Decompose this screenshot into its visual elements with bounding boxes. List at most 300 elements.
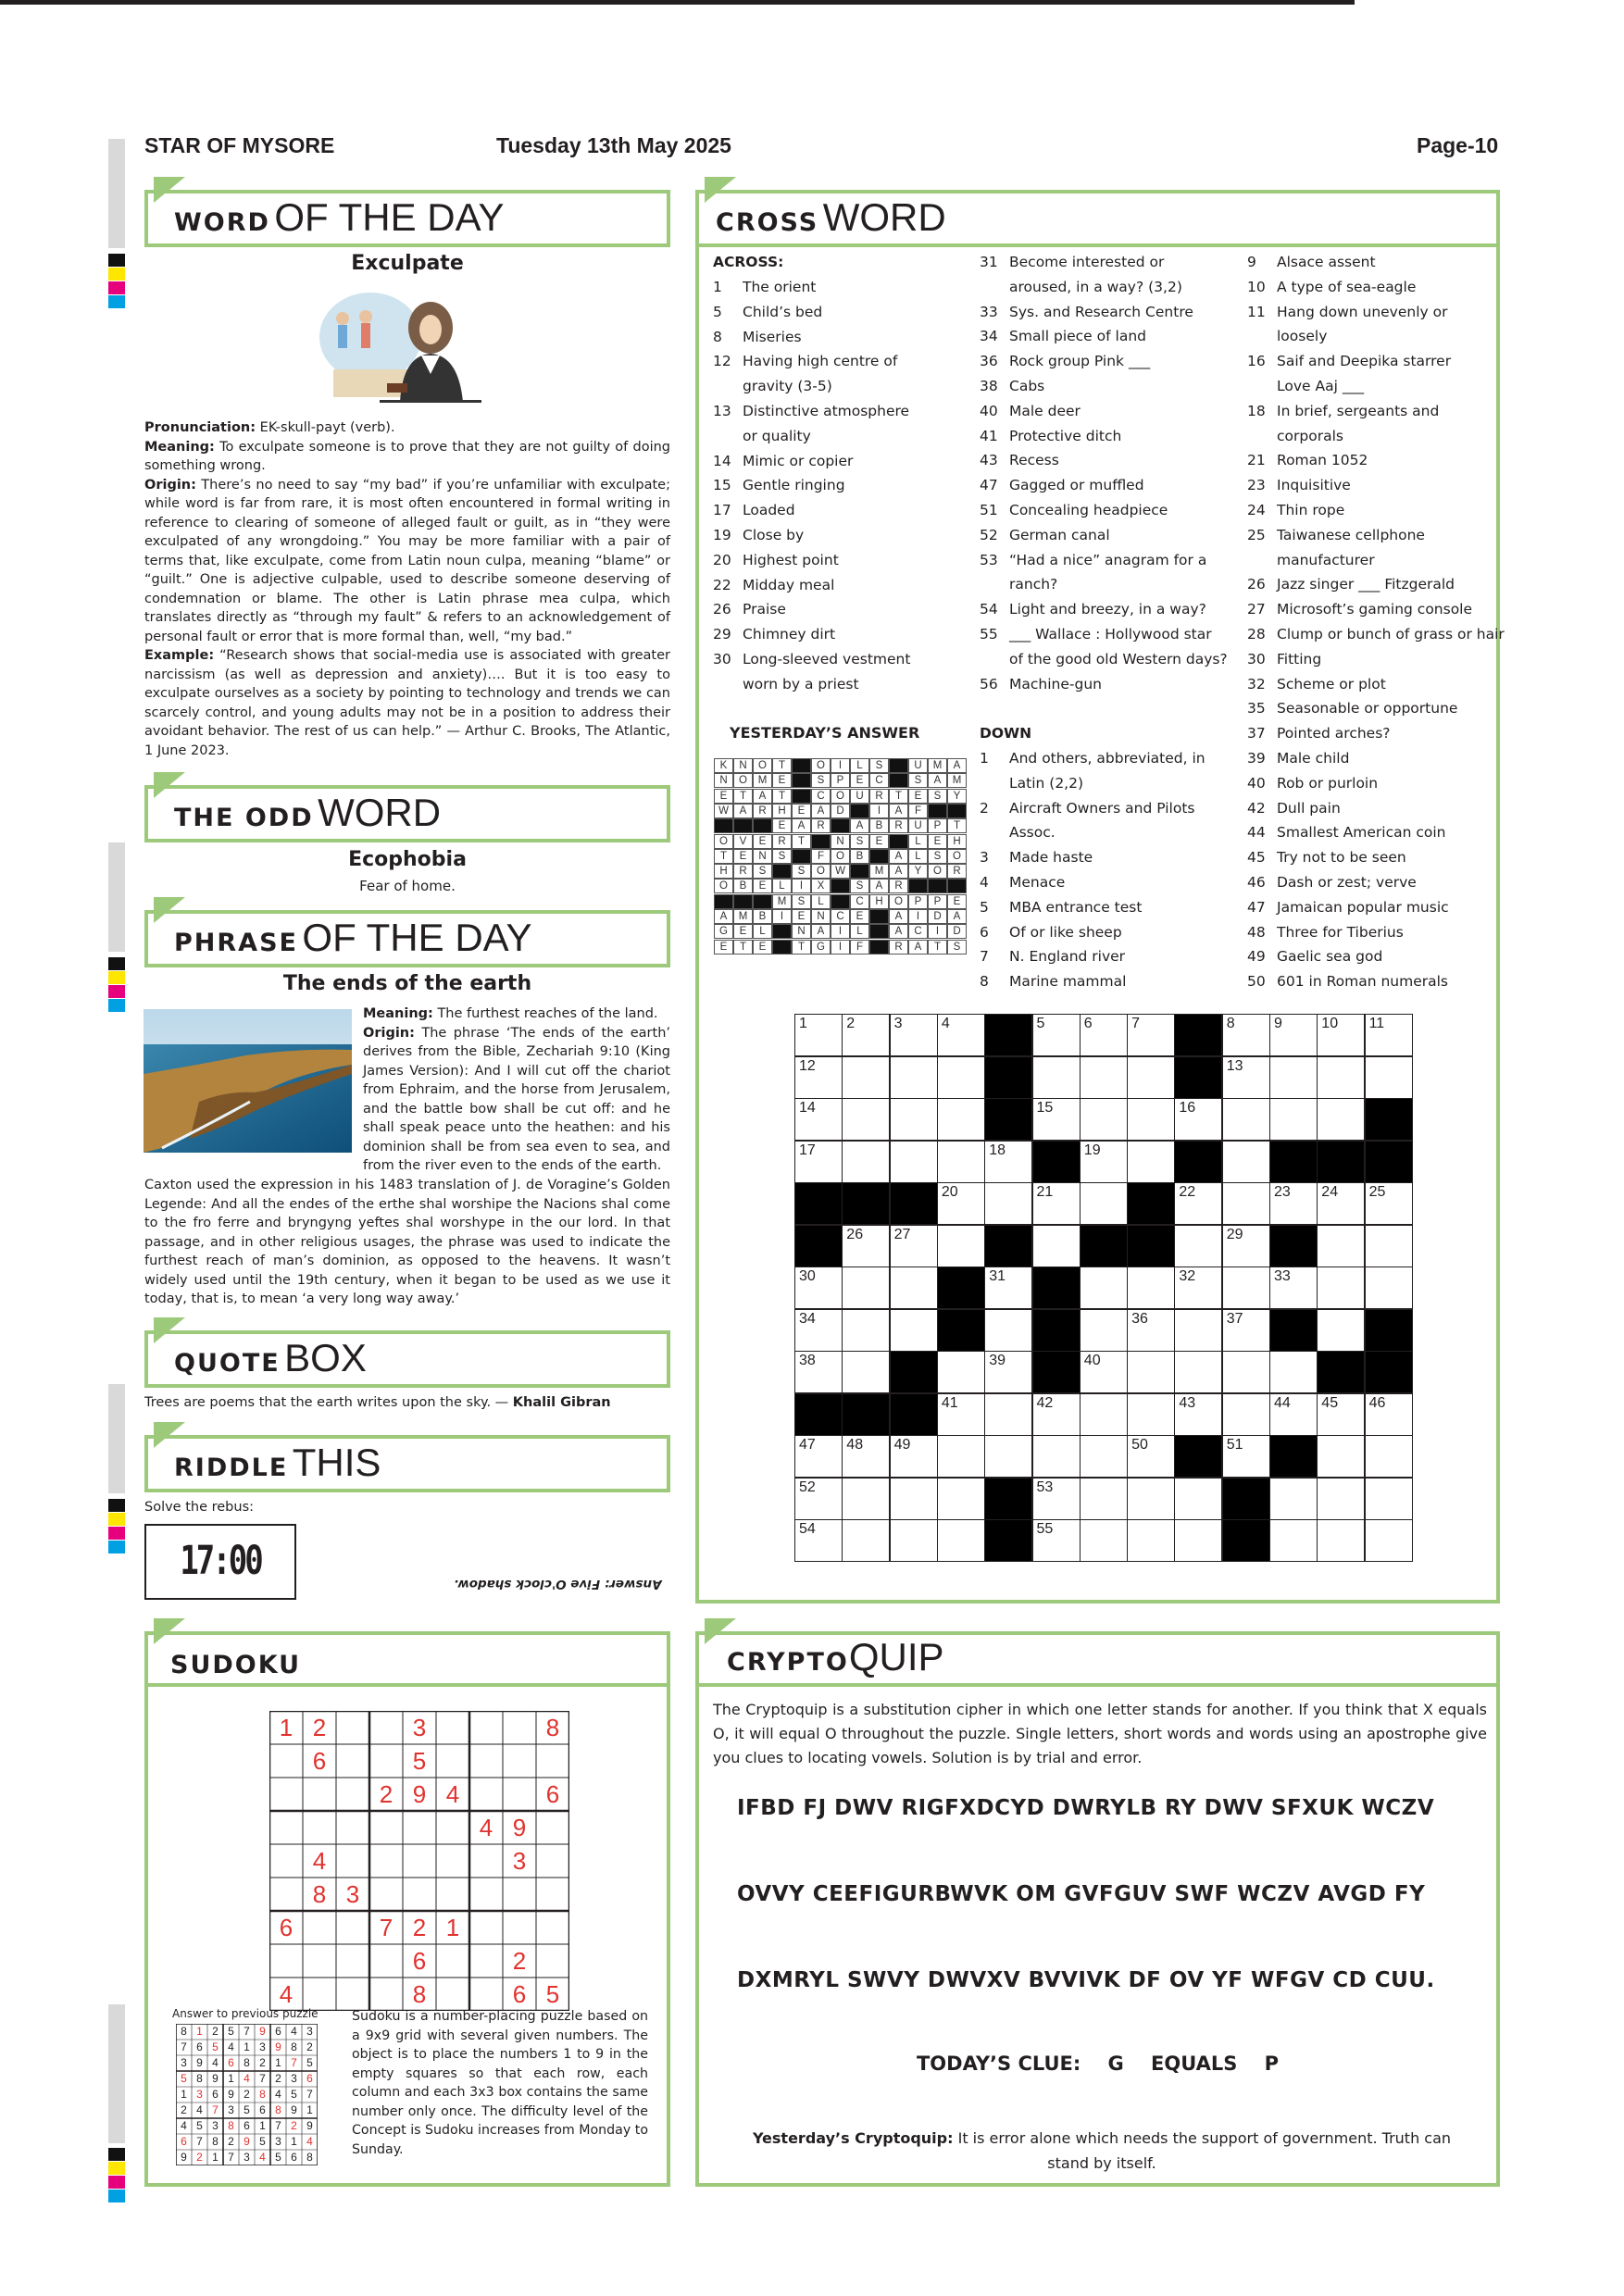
- crossword-cell[interactable]: [1317, 1519, 1365, 1562]
- yesterday-cell: [869, 909, 889, 924]
- yesterday-cell: H: [714, 864, 733, 879]
- crossword-cell[interactable]: [1127, 1056, 1175, 1099]
- crossword-cell[interactable]: [1222, 1309, 1270, 1352]
- crossword-cell[interactable]: [1222, 1098, 1270, 1141]
- sudoku-cell[interactable]: [469, 1878, 503, 1911]
- clue-number: 1: [713, 279, 722, 295]
- crossword-cell[interactable]: [890, 1056, 938, 1099]
- odd-word-meaning: Fear of home.: [359, 878, 456, 894]
- crossword-cell[interactable]: [1127, 1014, 1175, 1056]
- crossword-cell[interactable]: [842, 1014, 890, 1056]
- crossword-cell[interactable]: [937, 1225, 985, 1267]
- crossword-cell[interactable]: [890, 1098, 938, 1141]
- clue-item: 21 Roman 1052: [1247, 448, 1505, 473]
- cell-number: 53: [1036, 1479, 1054, 1495]
- sudoku-cell[interactable]: [303, 1778, 336, 1811]
- clue-number: 32: [1247, 675, 1266, 693]
- yesterday-cell: R: [947, 864, 967, 879]
- crossword-cell[interactable]: [1317, 1478, 1365, 1520]
- down-clues-col3: [1247, 250, 1505, 994]
- yesterday-cell: O: [831, 849, 850, 864]
- crossword-cell[interactable]: [1222, 1351, 1270, 1393]
- crossword-cell[interactable]: [842, 1267, 890, 1309]
- crossword-cell[interactable]: [1269, 1098, 1318, 1141]
- clue-number: 12: [713, 353, 731, 370]
- crossword-cell[interactable]: [842, 1098, 890, 1141]
- sudoku-cell[interactable]: [536, 1911, 569, 1944]
- clue-item: 10 A type of sea-eagle: [1247, 275, 1505, 300]
- crossword-cell[interactable]: [1174, 1098, 1222, 1141]
- yesterday-cell: R: [889, 879, 908, 893]
- crossword-cell[interactable]: [1174, 1519, 1222, 1562]
- clue-item: worn by a priest: [743, 675, 859, 693]
- sudoku-cell[interactable]: [269, 1778, 303, 1811]
- crossword-cell[interactable]: [1127, 1141, 1175, 1183]
- crossword-cell[interactable]: [1269, 1014, 1318, 1056]
- yesterday-cell: [947, 879, 967, 893]
- crossword-cell[interactable]: [890, 1309, 938, 1352]
- clue-item: aroused, in a way? (3,2): [1009, 278, 1182, 295]
- crossword-cell[interactable]: [794, 1056, 843, 1099]
- crossword-cell[interactable]: [984, 1141, 1032, 1183]
- crossword-cell[interactable]: [937, 1056, 985, 1099]
- crossword-cell[interactable]: [890, 1267, 938, 1309]
- sudoku-cell[interactable]: [469, 1944, 503, 1978]
- yesterday-cell: [850, 804, 869, 818]
- sudoku-cell[interactable]: [269, 1811, 303, 1844]
- clue-item: 36 Rock group Pink ___: [980, 349, 1228, 374]
- crossword-cell[interactable]: [1222, 1225, 1270, 1267]
- clue-item: 1 The orient: [713, 275, 910, 300]
- clue-number: 34: [980, 328, 998, 345]
- sudoku-cell[interactable]: [536, 1844, 569, 1878]
- yesterday-cell: [811, 834, 831, 849]
- sudoku-cell[interactable]: [269, 1844, 303, 1878]
- crossword-cell[interactable]: [1269, 1182, 1318, 1225]
- sudoku-cell: 9: [412, 1780, 427, 1808]
- crossword-cell[interactable]: [1080, 1141, 1128, 1183]
- cell-number: 16: [1179, 1100, 1196, 1116]
- crossword-cell[interactable]: [794, 1098, 843, 1141]
- previous-sudoku-cell: 6: [259, 2103, 266, 2116]
- section-title-small: RIDDLE: [174, 1454, 289, 1482]
- sudoku-cell[interactable]: [269, 1944, 303, 1978]
- yesterday-cell: A: [753, 789, 772, 804]
- crossword-cell[interactable]: [842, 1141, 890, 1183]
- previous-sudoku-cell: 3: [306, 2025, 313, 2038]
- crossword-cell[interactable]: [1269, 1351, 1318, 1393]
- crossword-cell: [1269, 1309, 1318, 1352]
- crossword-cell[interactable]: [1127, 1309, 1175, 1352]
- sudoku-cell[interactable]: [369, 1878, 403, 1911]
- clue-item: 47 Gagged or muffled: [980, 473, 1228, 498]
- previous-sudoku-cell: 7: [259, 2072, 266, 2085]
- clue-item: 14 Mimic or copier: [713, 449, 910, 474]
- previous-sudoku-cell: 3: [228, 2103, 234, 2116]
- crossword-cell[interactable]: [1174, 1351, 1222, 1393]
- sudoku-cell[interactable]: [369, 1711, 403, 1744]
- crossword-cell[interactable]: [1174, 1267, 1222, 1309]
- crossword-cell[interactable]: [1222, 1141, 1270, 1183]
- yesterday-cell: S: [928, 789, 947, 804]
- crossword-cell[interactable]: [937, 1141, 985, 1183]
- crossword-cell[interactable]: [1127, 1098, 1175, 1141]
- yesterday-cell: [869, 924, 889, 939]
- sudoku-cell[interactable]: [503, 1744, 536, 1778]
- sudoku-cell: 5: [545, 1980, 560, 2008]
- crossword-cell[interactable]: [1222, 1267, 1270, 1309]
- sudoku-cell[interactable]: [503, 1911, 536, 1944]
- crossword-cell[interactable]: [1080, 1014, 1128, 1056]
- crossword-cell[interactable]: [984, 1435, 1032, 1478]
- sudoku-cell[interactable]: [369, 1978, 403, 2011]
- clue-item: Love Aaj ___: [1277, 377, 1365, 394]
- sudoku-cell[interactable]: [269, 1744, 303, 1778]
- crossword-cell[interactable]: [794, 1435, 843, 1478]
- sudoku-cell[interactable]: [436, 1844, 469, 1878]
- yesterday-cell: O: [928, 864, 947, 879]
- crossword-cell[interactable]: [842, 1225, 890, 1267]
- crossword-cell[interactable]: [937, 1435, 985, 1478]
- crossword-cell[interactable]: [1317, 1182, 1365, 1225]
- crossword-cell[interactable]: [1080, 1056, 1128, 1099]
- across-clues-col1: [713, 275, 910, 697]
- cryptoquip-header: [695, 1631, 1500, 1687]
- crossword-cell[interactable]: [1080, 1393, 1128, 1436]
- sudoku-cell[interactable]: [336, 1811, 369, 1844]
- print-swatch: [108, 281, 125, 294]
- previous-sudoku-cell: 7: [244, 2025, 250, 2038]
- yesterday-cell: [850, 864, 869, 879]
- sudoku-cell[interactable]: [503, 1711, 536, 1744]
- clue-item: 29 Chimney dirt: [713, 622, 910, 647]
- yesterday-cell: [928, 804, 947, 818]
- cell-number: 11: [1368, 1016, 1385, 1031]
- yesterday-answer-label: YESTERDAY’S ANSWER: [730, 724, 920, 742]
- yesterday-cell: P: [928, 818, 947, 833]
- section-title: QUIP: [848, 1635, 944, 1678]
- section-title: THIS: [292, 1441, 381, 1484]
- crossword-cell[interactable]: [1174, 1225, 1222, 1267]
- sudoku-cell[interactable]: [369, 1844, 403, 1878]
- clue-number: 53: [980, 551, 998, 568]
- sudoku-cell[interactable]: [303, 1811, 336, 1844]
- print-swatch: [108, 971, 125, 984]
- crossword-cell[interactable]: [1127, 1478, 1175, 1520]
- crossword-cell[interactable]: [1317, 1225, 1365, 1267]
- cell-number: 52: [799, 1479, 816, 1495]
- crossword-cell[interactable]: [890, 1519, 938, 1562]
- crossword-cell[interactable]: [984, 1351, 1032, 1393]
- clue-number: 8: [713, 328, 722, 345]
- clue-number: 24: [1247, 501, 1266, 518]
- sudoku-cell: 4: [312, 1847, 327, 1875]
- sudoku-cell[interactable]: [503, 1878, 536, 1911]
- crossword-cell[interactable]: [1174, 1182, 1222, 1225]
- sudoku-cell[interactable]: [469, 1744, 503, 1778]
- previous-sudoku-cell: 9: [196, 2056, 203, 2069]
- sudoku-cell[interactable]: [336, 1844, 369, 1878]
- crossword-cell[interactable]: [1365, 1478, 1413, 1520]
- clue-number: 54: [980, 601, 998, 618]
- sudoku-cell[interactable]: [336, 1911, 369, 1944]
- crossword-cell: [984, 1098, 1032, 1141]
- crossword-cell[interactable]: [842, 1351, 890, 1393]
- crossword-cell[interactable]: [1269, 1519, 1318, 1562]
- previous-sudoku-cell: 4: [196, 2103, 203, 2116]
- sudoku-cell[interactable]: [536, 1878, 569, 1911]
- crossword-cell[interactable]: [842, 1519, 890, 1562]
- yesterday-cell: I: [869, 804, 889, 818]
- clue-item: 39 Male child: [1247, 746, 1505, 771]
- sudoku-cell[interactable]: [403, 1878, 436, 1911]
- yesterday-cell: E: [733, 924, 753, 939]
- crossword-cell[interactable]: [1365, 1519, 1413, 1562]
- yesterday-cell: R: [733, 864, 753, 879]
- crossword-cell[interactable]: [890, 1014, 938, 1056]
- yesterday-cell: [772, 940, 792, 955]
- crossword-cell[interactable]: [1032, 1014, 1081, 1056]
- crossword-cell[interactable]: [937, 1351, 985, 1393]
- section-title: OF THE DAY: [274, 195, 505, 239]
- crossword-cell[interactable]: [1317, 1435, 1365, 1478]
- sudoku-cell[interactable]: [369, 1811, 403, 1844]
- clue-number: 3: [980, 849, 989, 867]
- crossword-cell[interactable]: [1365, 1267, 1413, 1309]
- yesterday-cell: S: [850, 834, 869, 849]
- yesterday-cell: E: [714, 940, 733, 955]
- crossword-cell[interactable]: [1317, 1267, 1365, 1309]
- cryptoquip-intro: The Cryptoquip is a substitution cipher in which one letter stands for another. If you think that X equals O, it will equal O throughout the puzzle. Single letters, short words and words using an apostrophe give you clues to locating vowels. Solution is by trial and error.: [713, 1701, 1487, 1766]
- crossword-cell[interactable]: [1080, 1267, 1128, 1309]
- sudoku-cell[interactable]: [436, 1944, 469, 1978]
- crossword-cell[interactable]: [1222, 1393, 1270, 1436]
- crossword-cell[interactable]: [1317, 1014, 1365, 1056]
- crossword-cell[interactable]: [984, 1393, 1032, 1436]
- crossword-cell[interactable]: [1032, 1182, 1081, 1225]
- crossword-cell[interactable]: [1222, 1182, 1270, 1225]
- crossword-cell: [1365, 1309, 1413, 1352]
- crossword-cell[interactable]: [794, 1014, 843, 1056]
- sudoku-cell[interactable]: [369, 1744, 403, 1778]
- clue-number: 27: [1247, 601, 1266, 618]
- crossword-cell[interactable]: [794, 1519, 843, 1562]
- sudoku-cell[interactable]: [336, 1711, 369, 1744]
- crossword-cell[interactable]: [1317, 1393, 1365, 1436]
- yesterday-cell: R: [811, 818, 831, 833]
- clue-number: 44: [1247, 824, 1266, 842]
- crossword-cell[interactable]: [1174, 1478, 1222, 1520]
- crossword-cell[interactable]: [794, 1309, 843, 1352]
- sudoku-cell[interactable]: [403, 1844, 436, 1878]
- crossword-cell[interactable]: [890, 1141, 938, 1183]
- crossword-cell[interactable]: [1222, 1014, 1270, 1056]
- crossword-cell[interactable]: [1222, 1435, 1270, 1478]
- yesterday-cell: S: [792, 864, 811, 879]
- crossword-cell[interactable]: [1032, 1225, 1081, 1267]
- crossword-cell[interactable]: [1365, 1225, 1413, 1267]
- crossword-cell[interactable]: [1032, 1519, 1081, 1562]
- crossword-cell[interactable]: [1032, 1478, 1081, 1520]
- sudoku-cell[interactable]: [436, 1978, 469, 2011]
- crossword-cell[interactable]: [1127, 1351, 1175, 1393]
- cell-number: 38: [799, 1353, 816, 1368]
- cell-number: 49: [893, 1437, 911, 1453]
- print-swatch: [108, 999, 125, 1012]
- crossword-cell[interactable]: [1222, 1056, 1270, 1099]
- crossword-cell[interactable]: [1080, 1309, 1128, 1352]
- yesterday-cell: U: [850, 789, 869, 804]
- crossword-cell[interactable]: [1365, 1056, 1413, 1099]
- crossword-cell[interactable]: [1032, 1098, 1081, 1141]
- clue-item: 1 And others, abbreviated, in: [980, 746, 1206, 771]
- yesterday-cell: F: [850, 940, 869, 955]
- crossword-cell[interactable]: [1080, 1098, 1128, 1141]
- sudoku-cell[interactable]: [469, 1711, 503, 1744]
- clue-number: 20: [713, 551, 731, 568]
- clue-number: 33: [980, 303, 998, 320]
- crossword-cell[interactable]: [1317, 1098, 1365, 1141]
- sudoku-cell[interactable]: [336, 1744, 369, 1778]
- crossword-cell[interactable]: [1080, 1519, 1128, 1562]
- crossword-cell[interactable]: [1080, 1478, 1128, 1520]
- crossword-cell: [890, 1351, 938, 1393]
- crossword-cell[interactable]: [842, 1435, 890, 1478]
- sudoku-cell[interactable]: [403, 1811, 436, 1844]
- crossword-cell[interactable]: [794, 1141, 843, 1183]
- section-title-small: QUOTE: [174, 1349, 281, 1378]
- crossword-cell[interactable]: [937, 1478, 985, 1520]
- cell-number: 6: [1083, 1016, 1093, 1031]
- crossword-cell[interactable]: [890, 1225, 938, 1267]
- crossword-cell[interactable]: [794, 1267, 843, 1309]
- crossword-cell[interactable]: [1269, 1056, 1318, 1099]
- crossword-cell[interactable]: [1080, 1351, 1128, 1393]
- yesterday-cell: O: [811, 864, 831, 879]
- previous-sudoku-cell: 2: [228, 2135, 234, 2148]
- crossword-cell: [842, 1182, 890, 1225]
- sudoku-cell[interactable]: [436, 1744, 469, 1778]
- sudoku-cell[interactable]: [536, 1744, 569, 1778]
- previous-sudoku-cell: 4: [291, 2025, 297, 2038]
- clue-number: 30: [1247, 650, 1266, 668]
- crossword-cell[interactable]: [937, 1014, 985, 1056]
- crossword-cell[interactable]: [937, 1393, 985, 1436]
- sudoku-cell[interactable]: [336, 1978, 369, 2011]
- crossword-cell: [890, 1393, 938, 1436]
- crossword-cell[interactable]: [1269, 1478, 1318, 1520]
- crossword-grid[interactable]: [794, 1014, 1415, 1577]
- crossword-cell[interactable]: [1174, 1309, 1222, 1352]
- crossword-cell[interactable]: [1317, 1056, 1365, 1099]
- sudoku-cell[interactable]: [536, 1944, 569, 1978]
- crossword-cell[interactable]: [1365, 1014, 1413, 1056]
- sudoku-cell[interactable]: [469, 1778, 503, 1811]
- crossword-cell[interactable]: [1032, 1393, 1081, 1436]
- sudoku-cell[interactable]: [436, 1811, 469, 1844]
- sudoku-cell[interactable]: [303, 1911, 336, 1944]
- yesterday-cell: M: [753, 773, 772, 788]
- crossword-cell[interactable]: [842, 1309, 890, 1352]
- crossword-cell[interactable]: [1127, 1267, 1175, 1309]
- crossword-cell[interactable]: [1080, 1182, 1128, 1225]
- sudoku-cell[interactable]: [303, 1944, 336, 1978]
- crossword-cell[interactable]: [984, 1182, 1032, 1225]
- sudoku-cell[interactable]: [336, 1944, 369, 1978]
- clue-number: 40: [980, 402, 998, 419]
- yesterday-cell: O: [733, 773, 753, 788]
- yesterday-cell: F: [908, 804, 928, 818]
- yesterday-cell: I: [792, 879, 811, 893]
- yesterday-cell: S: [753, 864, 772, 879]
- crossword-cell[interactable]: [1365, 1435, 1413, 1478]
- cell-number: 31: [989, 1268, 1006, 1284]
- clue-number: 15: [713, 477, 731, 494]
- crossword-cell[interactable]: [794, 1478, 843, 1520]
- sudoku-cell: 6: [545, 1780, 560, 1808]
- crossword-cell[interactable]: [1127, 1393, 1175, 1436]
- sudoku-cell[interactable]: [436, 1878, 469, 1911]
- crossword-cell[interactable]: [1269, 1267, 1318, 1309]
- crossword-cell[interactable]: [1127, 1519, 1175, 1562]
- sudoku-cell[interactable]: [503, 1778, 536, 1811]
- crossword-cell[interactable]: [842, 1056, 890, 1099]
- yesterday-cell: S: [850, 879, 869, 893]
- cell-number: 18: [989, 1142, 1006, 1158]
- sudoku-cell[interactable]: [303, 1978, 336, 2011]
- crossword-cell[interactable]: [1365, 1393, 1413, 1436]
- crossword-cell[interactable]: [1317, 1309, 1365, 1352]
- sudoku-cell[interactable]: [269, 1878, 303, 1911]
- clue-item: ranch?: [1009, 576, 1058, 593]
- crossword-cell[interactable]: [1032, 1435, 1081, 1478]
- sudoku-cell[interactable]: [436, 1711, 469, 1744]
- crossword-cell[interactable]: [1032, 1056, 1081, 1099]
- crossword-cell[interactable]: [1127, 1435, 1175, 1478]
- crossword-cell[interactable]: [842, 1478, 890, 1520]
- clue-item: 5 MBA entrance test: [980, 895, 1206, 920]
- crossword-cell[interactable]: [1269, 1393, 1318, 1436]
- yesterday-cell: E: [753, 879, 772, 893]
- crossword-cell[interactable]: [984, 1267, 1032, 1309]
- print-swatch: [108, 2162, 125, 2175]
- previous-sudoku-cell: 5: [196, 2119, 203, 2132]
- sudoku-cell[interactable]: [536, 1811, 569, 1844]
- crossword-cell[interactable]: [1174, 1393, 1222, 1436]
- crossword-cell[interactable]: [890, 1478, 938, 1520]
- sudoku-cell[interactable]: [469, 1978, 503, 2011]
- crossword-cell[interactable]: [1365, 1182, 1413, 1225]
- cell-number: 46: [1368, 1394, 1386, 1411]
- crossword-cell[interactable]: [1080, 1435, 1128, 1478]
- crossword-cell[interactable]: [937, 1519, 985, 1562]
- sudoku-cell[interactable]: [469, 1844, 503, 1878]
- sudoku-cell[interactable]: [369, 1944, 403, 1978]
- yesterday-cell: [792, 758, 811, 773]
- crossword-cell[interactable]: [794, 1351, 843, 1393]
- yesterday-cell: K: [714, 758, 733, 773]
- yesterday-cell: [831, 818, 850, 833]
- clue-item: gravity (3-5): [743, 378, 832, 395]
- previous-sudoku-cell: 7: [306, 2088, 313, 2101]
- previous-sudoku-cell: 1: [259, 2119, 266, 2132]
- crossword-cell[interactable]: [890, 1435, 938, 1478]
- crossword-cell[interactable]: [937, 1098, 985, 1141]
- sudoku-cell[interactable]: [336, 1778, 369, 1811]
- crossword-cell[interactable]: [937, 1182, 985, 1225]
- crossword-cell[interactable]: [984, 1309, 1032, 1352]
- sudoku-cell[interactable]: [469, 1911, 503, 1944]
